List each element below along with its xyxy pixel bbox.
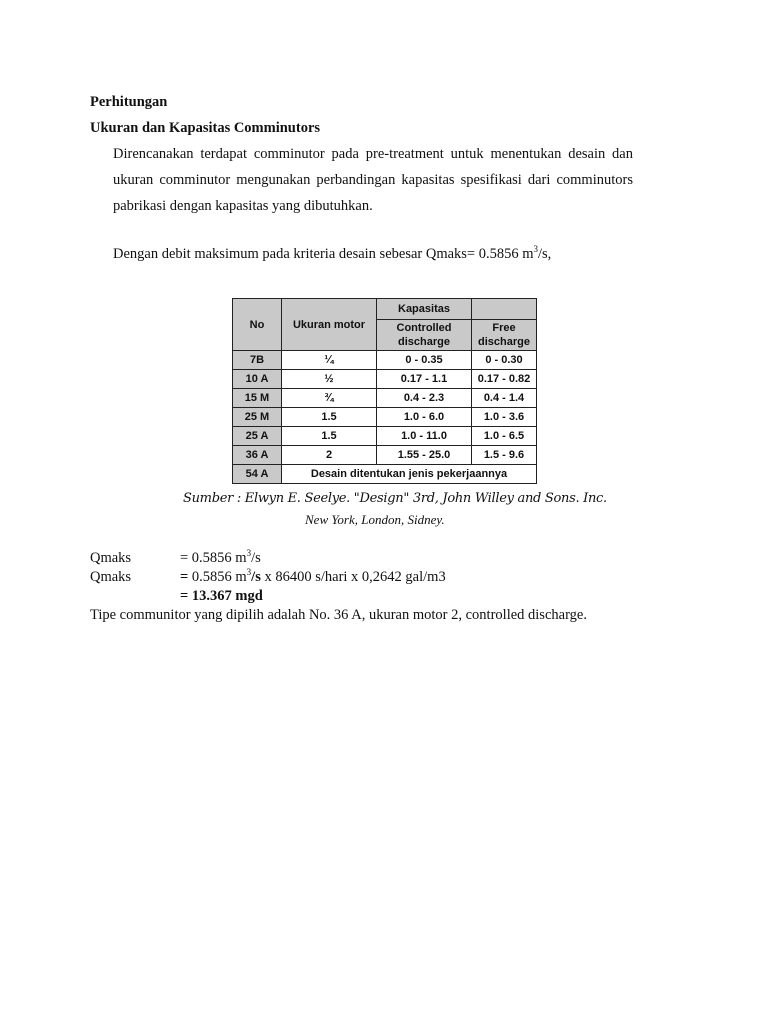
row-motor: ½ [282, 370, 377, 389]
table-row [233, 408, 537, 427]
subsection-title: Ukuran dan Kapasitas Comminutors [90, 120, 321, 136]
row-no: 54 A [233, 465, 282, 484]
row-motor: 1.5 [282, 408, 377, 427]
header-free-discharge: Free discharge [472, 320, 537, 351]
calc-per-second: /s [251, 569, 261, 585]
debit-exponent: 3 [533, 244, 539, 255]
paragraph-line: Direncanakan terdapat comminutor pada pre-treatment untuk menentukan desain dan [113, 146, 633, 162]
table-row [233, 389, 537, 408]
paragraph-line: ukuran comminutor mengunakan perbandingan kapasitas spesifikasi dari comminutors [113, 172, 633, 188]
calc-label: Qmaks [90, 569, 132, 585]
debit-statement [113, 246, 551, 263]
calc-exponent: 3 [246, 567, 252, 578]
calc-flow: 0.5856 m [188, 569, 247, 585]
row-controlled: 1.0 - 6.0 [377, 408, 472, 427]
calc-unit: /s [251, 550, 261, 566]
row-note: Desain ditentukan jenis pekerjaannya [282, 465, 537, 484]
row-controlled: 0.17 - 1.1 [377, 370, 472, 389]
calc-value [180, 550, 261, 567]
calc-exponent: 3 [246, 548, 252, 559]
paragraph-line: pabrikasi dengan kapasitas yang dibutuhkan. [113, 198, 373, 214]
row-no: 25 A [233, 427, 282, 446]
comminutor-capacity-table [232, 298, 537, 484]
source-citation-location: New York, London, Sidney. [305, 512, 445, 527]
row-no: 15 M [233, 389, 282, 408]
header-motor-size: Ukuran motor [282, 299, 377, 351]
table-row [233, 370, 537, 389]
source-citation: Sumber : Elwyn E. Seelye. "Design" 3rd, John Willey and Sons. Inc. [183, 491, 607, 506]
calc-equals: = [180, 569, 189, 585]
row-motor: 2 [282, 446, 377, 465]
row-controlled: 0.4 - 2.3 [377, 389, 472, 408]
row-no: 7B [233, 351, 282, 370]
debit-unit: /s, [538, 246, 552, 262]
row-free: 1.5 - 9.6 [472, 446, 537, 465]
row-motor: ¼ [282, 351, 377, 370]
row-controlled: 1.55 - 25.0 [377, 446, 472, 465]
conclusion-text: Tipe communitor yang dipilih adalah No. 36 A, ukuran motor 2, controlled discharge. [90, 607, 587, 623]
calc-equation: = 0.5856 m [180, 550, 247, 566]
row-free: 0.4 - 1.4 [472, 389, 537, 408]
table-row [233, 351, 537, 370]
calc-conversion [180, 569, 446, 586]
row-free: 0.17 - 0.82 [472, 370, 537, 389]
intro-paragraph [113, 141, 633, 219]
header-empty [472, 299, 537, 320]
row-free: 1.0 - 3.6 [472, 408, 537, 427]
calc-factors: x 86400 s/hari x 0,2642 gal/m3 [260, 569, 446, 585]
row-controlled: 0 - 0.35 [377, 351, 472, 370]
debit-text: Dengan debit maksimum pada kriteria desain sebesar Qmaks= 0.5856 m [113, 246, 534, 262]
header-controlled-discharge: Controlled discharge [377, 320, 472, 351]
calc-label: Qmaks [90, 550, 132, 566]
row-no: 25 M [233, 408, 282, 427]
header-no: No [233, 299, 282, 351]
calc-result: = 13.367 mgd [180, 588, 263, 604]
section-title: Perhitungan [90, 94, 168, 110]
row-controlled: 1.0 - 11.0 [377, 427, 472, 446]
table-row [233, 446, 537, 465]
table-row [233, 427, 537, 446]
header-capacity: Kapasitas [377, 299, 472, 320]
row-motor: ¾ [282, 389, 377, 408]
row-no: 36 A [233, 446, 282, 465]
row-free: 0 - 0.30 [472, 351, 537, 370]
row-no: 10 A [233, 370, 282, 389]
row-motor: 1.5 [282, 427, 377, 446]
row-free: 1.0 - 6.5 [472, 427, 537, 446]
table-row [233, 465, 537, 484]
